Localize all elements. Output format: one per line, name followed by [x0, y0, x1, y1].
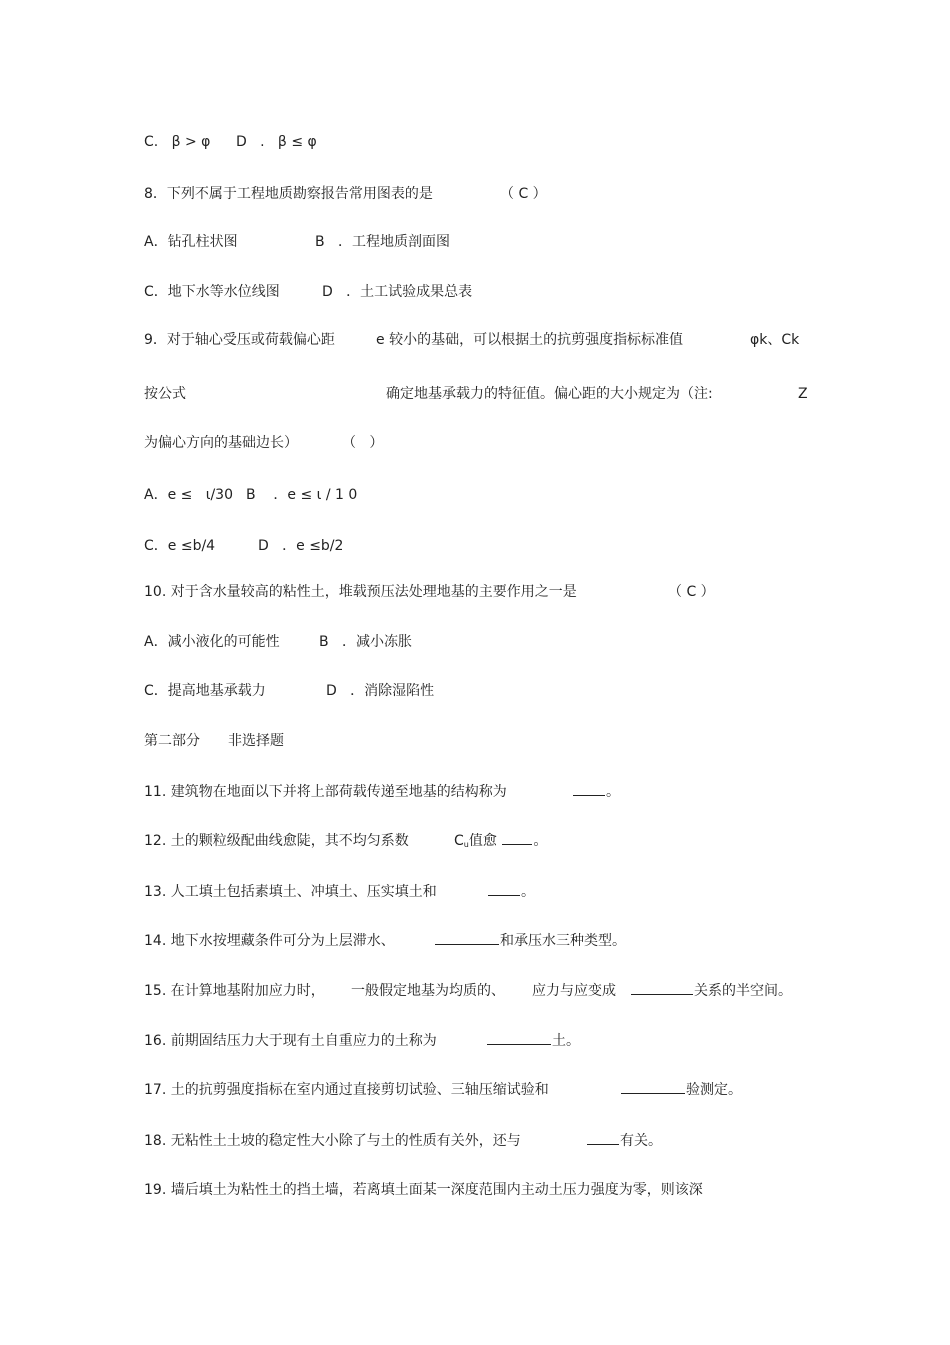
q10-options-cd: [144, 680, 435, 702]
q12-answer-blank[interactable]: [502, 830, 532, 845]
q17-tail: 验测定。: [686, 1082, 742, 1098]
q8-question: [144, 183, 547, 205]
q7-options-cd: [144, 131, 317, 153]
q9-line-1: [144, 329, 800, 351]
q9-option-d: D ．e ≤b/2: [258, 538, 344, 554]
q16: [144, 1030, 580, 1052]
q8-option-d: D ．土工试验成果总表: [322, 284, 473, 300]
q17-answer-blank[interactable]: [621, 1079, 685, 1094]
q15: [144, 980, 792, 1002]
q18-text: 18. 无粘性土土坡的稳定性大小除了与土的性质有关外，还与: [144, 1133, 521, 1149]
q10-question: [144, 581, 715, 603]
q16-answer-blank[interactable]: [487, 1030, 551, 1045]
q16-tail: 土。: [552, 1033, 580, 1049]
q14-tail: 和承压水三种类型。: [500, 933, 626, 949]
q7-option-d: D . β ≤ φ: [236, 134, 317, 150]
q8-option-b: B ．工程地质剖面图: [315, 234, 450, 250]
q9-option-a: A．e ≤ ι/30: [144, 487, 233, 503]
q9-line-3: [144, 432, 384, 454]
q14-answer-blank[interactable]: [435, 930, 499, 945]
q12-text: 12. 土的颗粒级配曲线愈陡，其不均匀系数: [144, 833, 409, 849]
q10-option-d: D ．消除湿陷性: [326, 683, 435, 699]
q8-question-text: 8．下列不属于工程地质勘察报告常用图表的是: [144, 186, 433, 202]
q8-options-ab: [144, 231, 450, 253]
q9-option-b: B ．e ≤ ι / 1 0: [246, 487, 358, 503]
q10-options-ab: [144, 631, 412, 653]
q9-line-1-part-c: φk、Ck: [750, 332, 800, 348]
q9-line-3-part-a: 为偏心方向的基础边长）: [144, 435, 298, 451]
q8-answer: （ C ）: [500, 186, 547, 202]
q10-option-a: A．减小液化的可能性: [144, 634, 280, 650]
q9-option-c: C．e ≤b/4: [144, 538, 216, 554]
q13-tail: 。: [521, 884, 535, 900]
q11: [144, 781, 620, 803]
q8-option-c: C．地下水等水位线图: [144, 284, 280, 300]
part-two-heading: [144, 730, 284, 752]
q7-option-c: C. β > φ: [144, 134, 211, 150]
q9-line-2-part-a: 按公式: [144, 386, 186, 402]
q15-text-a: 15. 在计算地基附加应力时，: [144, 983, 325, 999]
q15-text-b: 一般假定地基为均质的、: [351, 983, 505, 999]
q8-options-cd: [144, 281, 473, 303]
q12: [144, 830, 548, 852]
q10-answer: （ C ）: [668, 584, 715, 600]
q12-subscript: u: [463, 840, 469, 849]
q13-answer-blank[interactable]: [488, 881, 520, 896]
q11-tail: 。: [606, 784, 620, 800]
q9-options-ab: [144, 484, 358, 506]
part-two-label: 第二部分: [144, 733, 200, 749]
q19-text: 19. 墙后填土为粘性土的挡土墙，若离填土面某一深度范围内主动土压力强度为零，则该深: [144, 1182, 703, 1198]
q17: [144, 1079, 742, 1101]
q10-option-b: B ．减小冻胀: [319, 634, 412, 650]
q10-option-c: C．提高地基承载力: [144, 683, 266, 699]
q9-line-3-part-b: （ ）: [342, 435, 384, 451]
q9-line-2-part-b: 确定地基承载力的特征值。偏心距的大小规定为（注:: [386, 386, 713, 402]
q9-line-1-part-b: e 较小的基础，可以根据土的抗剪强度指标标准值: [376, 332, 684, 348]
q12-mid: 值愈: [468, 833, 497, 849]
q9-line-2-part-c: Z: [798, 386, 808, 402]
q12-symbol: C: [454, 833, 464, 849]
q15-tail: 关系的半空间。: [694, 983, 792, 999]
q8-option-a: A．钻孔柱状图: [144, 234, 238, 250]
q18-answer-blank[interactable]: [587, 1130, 619, 1145]
q9-line-1-part-a: 9．对于轴心受压或荷载偏心距: [144, 332, 335, 348]
q10-question-text: 10. 对于含水量较高的粘性土，堆载预压法处理地基的主要作用之一是: [144, 584, 577, 600]
q18: [144, 1130, 662, 1152]
q17-text: 17. 土的抗剪强度指标在室内通过直接剪切试验、三轴压缩试验和: [144, 1082, 549, 1098]
q18-tail: 有关。: [620, 1133, 662, 1149]
q13-text: 13. 人工填土包括素填土、冲填土、压实填土和: [144, 884, 437, 900]
q9-options-cd: [144, 535, 344, 557]
q19: [144, 1179, 703, 1201]
q13: [144, 881, 535, 903]
q9-line-2: [144, 383, 808, 405]
q15-text-c: 应力与应变成: [532, 983, 616, 999]
q14-text: 14. 地下水按埋藏条件可分为上层滞水、: [144, 933, 395, 949]
q16-text: 16. 前期固结压力大于现有土自重应力的土称为: [144, 1033, 437, 1049]
part-two-title: 非选择题: [228, 733, 284, 749]
q15-answer-blank[interactable]: [631, 980, 693, 995]
q12-tail: 。: [533, 833, 548, 849]
q11-answer-blank[interactable]: [573, 781, 605, 796]
q11-text: 11. 建筑物在地面以下并将上部荷载传递至地基的结构称为: [144, 784, 507, 800]
q14: [144, 930, 626, 952]
